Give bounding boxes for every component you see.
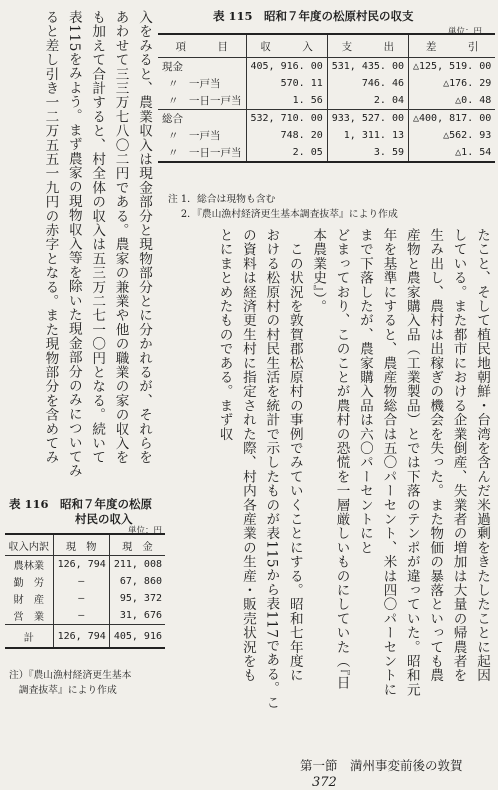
col-header: 支 出 (327, 34, 408, 58)
text-line: している。また都市における企業倒産、失業者の増加は大量の帰農者を (450, 228, 467, 683)
col-header: 現 物 (53, 534, 109, 556)
table-row: 〃 一日一戸当 2. 05 3. 59 △1. 54 (158, 144, 495, 162)
text-line: 生み出し、農村は出稼ぎの機会を失った。また物価の暴落といっても農 (427, 228, 444, 683)
note-line: 2．『農山漁村経済更生基本調査抜萃』により作成 (168, 209, 398, 220)
note-line: 注 1．総合は現物も含む (168, 194, 276, 205)
section-title: 第一節 満州事変前後の敦賀 (300, 758, 463, 773)
table-row: 総合 532, 710. 00 933, 527. 00 △400, 817. 00 (158, 110, 495, 128)
text-line: 表115をみよう。まず農家の現物収入等を除いた現金部分のみについてみ (65, 10, 82, 478)
col-header: 現 金 (109, 534, 165, 556)
body-text-top-left (7, 10, 155, 510)
table-row: 財 産 ― 95, 372 (5, 590, 165, 607)
body-text-bottom-right (168, 228, 493, 760)
table-116-unit: 単位：円 (128, 526, 163, 536)
page-number: 372 (312, 775, 337, 790)
table-116 (5, 533, 165, 649)
text-line: も加えて合計すると、村全体の収入は五三万二七一〇円となる。続いて (89, 10, 106, 465)
text-line: 年を基準にすると、農産物総合は五〇パーセント、米は四〇パーセントに (380, 228, 397, 697)
col-header: 項 目 (175, 40, 228, 53)
table-row: 〃 一戸当 570. 11 746. 46 △176. 29 (158, 75, 495, 92)
text-line: この状況を敦賀郡松原村の事例でみていくことにする。昭和七年度に (286, 228, 303, 683)
text-line: まで下落したが、農家購入品は六〇パーセントにと (356, 228, 373, 555)
table-116-caption: 表 116 昭和７年度の松原 村民の収入 (9, 497, 153, 526)
text-line: おける松原村の村民生活を統計で示したものが表115から表117である。こ (263, 228, 280, 710)
table-row: 勤 労 ― 67, 860 (5, 573, 165, 590)
text-line: 産物と農家購入品（工業製品）とでは下落のテンポが違っていた。昭和元 (403, 228, 420, 697)
text-line: ると差し引き一二万五五一九円の赤字となる。また現物部分を含めてみ (42, 10, 59, 465)
col-header: 差 引 (409, 34, 496, 58)
text-line: たこと、そして植民地朝鮮・台湾を含んだ米過剰をきたしたことに起因 (474, 228, 490, 683)
text-line: あわせて三三万七八〇二円である。農家の兼業や他の職業の家の収入を (112, 10, 129, 465)
table-115 (158, 33, 495, 163)
text-line: 入をみると、農業収入は現金部分と現物部分とに分かれるが、それらを (136, 10, 152, 465)
table-115-notes (168, 192, 398, 222)
text-line: とにまとめたものである。まず収 (216, 228, 233, 441)
text-line: どまっており、このことが農村の恐慌を一層厳しいものにしていた（『日 (333, 228, 350, 690)
running-footer (300, 756, 498, 790)
table-row: 農林業 126, 794 211, 008 (5, 556, 165, 574)
table-row: 営 業 ― 31, 676 (5, 607, 165, 625)
table-total-row: 計 126, 794 405, 916 (5, 625, 165, 649)
table-row: 現金 405, 916. 00 531, 435. 00 △125, 519. 00 (158, 58, 495, 76)
table-115-unit: 単位：円 (448, 27, 483, 37)
text-line: の資料は経済更生村に指定された際、村内各産業の生産・販売状況をも (239, 228, 256, 683)
table-row: 〃 一日一戸当 1. 56 2. 04 △0. 48 (158, 92, 495, 110)
table-115-caption: 表 115 昭和７年度の松原村民の収支 (213, 9, 414, 23)
col-header: 収入内訳 (8, 541, 50, 553)
table-116-note: 注）『農山漁村経済更生基本 調査抜萃』により作成 (9, 670, 132, 696)
table-row: 〃 一戸当 748. 20 1, 311. 13 △562. 93 (158, 127, 495, 144)
col-header: 収 入 (246, 34, 327, 58)
text-line: 本農業史』）。 (310, 228, 327, 314)
